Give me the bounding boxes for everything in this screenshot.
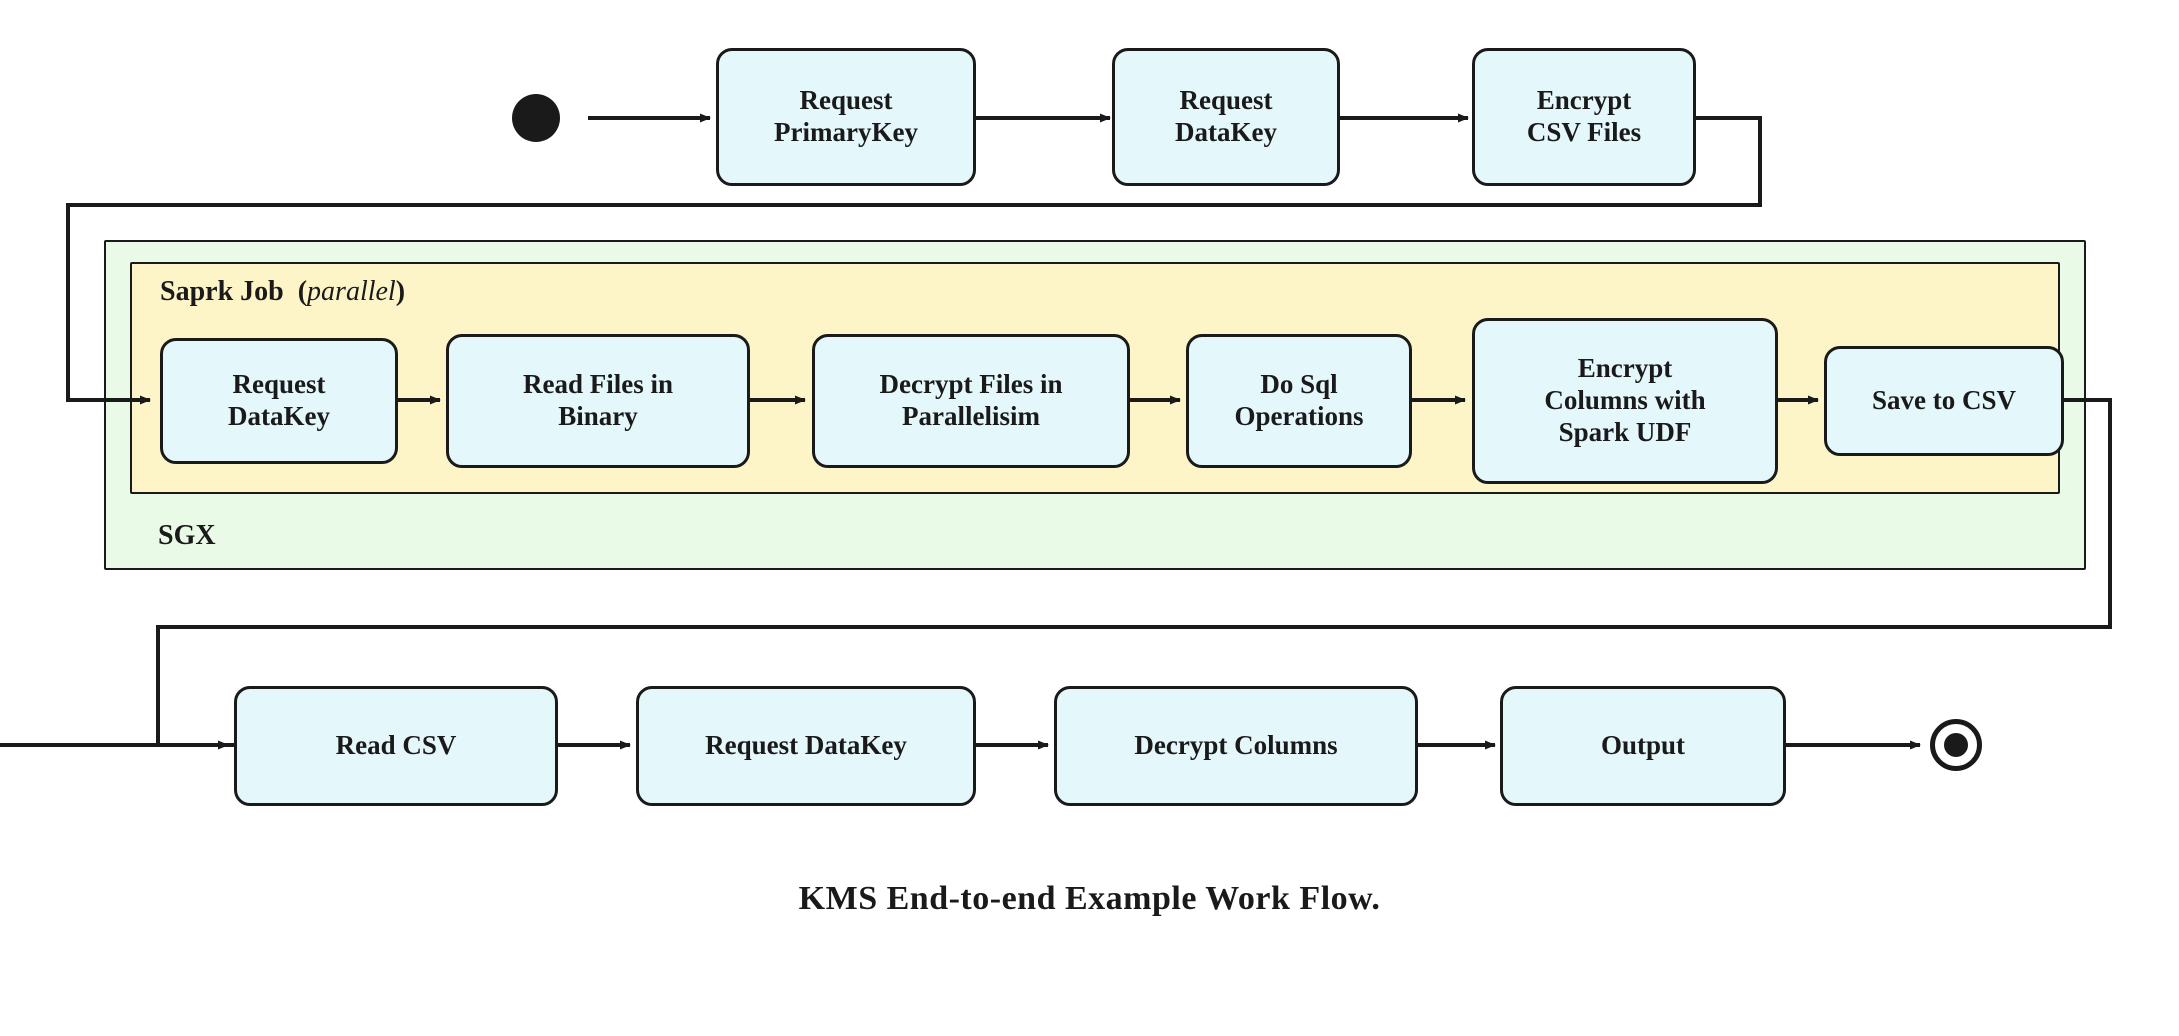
spark-label-paren-open: (: [297, 276, 308, 307]
node-request-data-key-bottom-line1: Request DataKey: [705, 730, 907, 761]
node-read-files-in-binary-line1: Read Files in: [522, 369, 673, 400]
node-request-primary-key-line1: Request: [799, 85, 893, 116]
node-save-to-csv-line1: Save to CSV: [1871, 385, 2016, 416]
node-request-data-key-spark-line2: DataKey: [228, 401, 330, 431]
start-marker-icon: [512, 94, 560, 142]
node-encrypt-csv-files[interactable]: [1472, 48, 1696, 186]
node-read-files-in-binary-line2: Binary: [558, 401, 638, 431]
node-do-sql-operations-line1: Do Sql: [1260, 369, 1338, 400]
node-request-data-key-spark-line1: Request: [232, 369, 326, 400]
diagram-caption: KMS End-to-end Example Work Flow.: [798, 880, 1381, 917]
node-request-data-key-top[interactable]: [1112, 48, 1340, 186]
spark-label-paren-close: ): [395, 276, 406, 307]
spark-label-bold: Saprk Job: [160, 276, 284, 307]
node-encrypt-columns-with-spark-udf-line1: Encrypt: [1577, 353, 1673, 384]
node-read-csv[interactable]: [234, 686, 558, 806]
node-encrypt-csv-files-line1: Encrypt: [1536, 85, 1632, 116]
node-output[interactable]: [1500, 686, 1786, 806]
node-request-data-key-spark[interactable]: [160, 338, 398, 464]
node-request-primary-key-line2: PrimaryKey: [774, 117, 918, 147]
node-save-to-csv[interactable]: [1824, 346, 2064, 456]
spark-label-italic: parallel: [307, 276, 396, 307]
node-request-data-key-top-line2: DataKey: [1175, 117, 1277, 147]
node-read-files-in-binary[interactable]: [446, 334, 750, 468]
node-decrypt-files-in-parallelisim[interactable]: [812, 334, 1130, 468]
node-do-sql-operations-line2: Operations: [1234, 401, 1364, 431]
node-request-data-key-bottom[interactable]: [636, 686, 976, 806]
node-request-data-key-top-line1: Request: [1179, 85, 1273, 116]
node-encrypt-csv-files-line2: CSV Files: [1526, 117, 1642, 147]
node-encrypt-columns-with-spark-udf[interactable]: [1472, 318, 1778, 484]
container-spark-job-label: [160, 276, 405, 308]
node-encrypt-columns-with-spark-udf-line3: Spark UDF: [1558, 416, 1692, 447]
container-sgx-label: SGX: [158, 520, 216, 551]
node-decrypt-files-in-parallelisim-line1: Decrypt Files in: [879, 369, 1063, 400]
end-marker-icon: [1930, 719, 1982, 771]
node-decrypt-files-in-parallelisim-line2: Parallelisim: [902, 401, 1040, 431]
node-decrypt-columns-line1: Decrypt Columns: [1134, 730, 1338, 761]
node-do-sql-operations[interactable]: [1186, 334, 1412, 468]
node-read-csv-line1: Read CSV: [335, 730, 457, 761]
node-request-primary-key[interactable]: [716, 48, 976, 186]
node-output-line1: Output: [1600, 730, 1686, 761]
node-decrypt-columns[interactable]: [1054, 686, 1418, 806]
node-encrypt-columns-with-spark-udf-line2: Columns with: [1544, 385, 1706, 416]
